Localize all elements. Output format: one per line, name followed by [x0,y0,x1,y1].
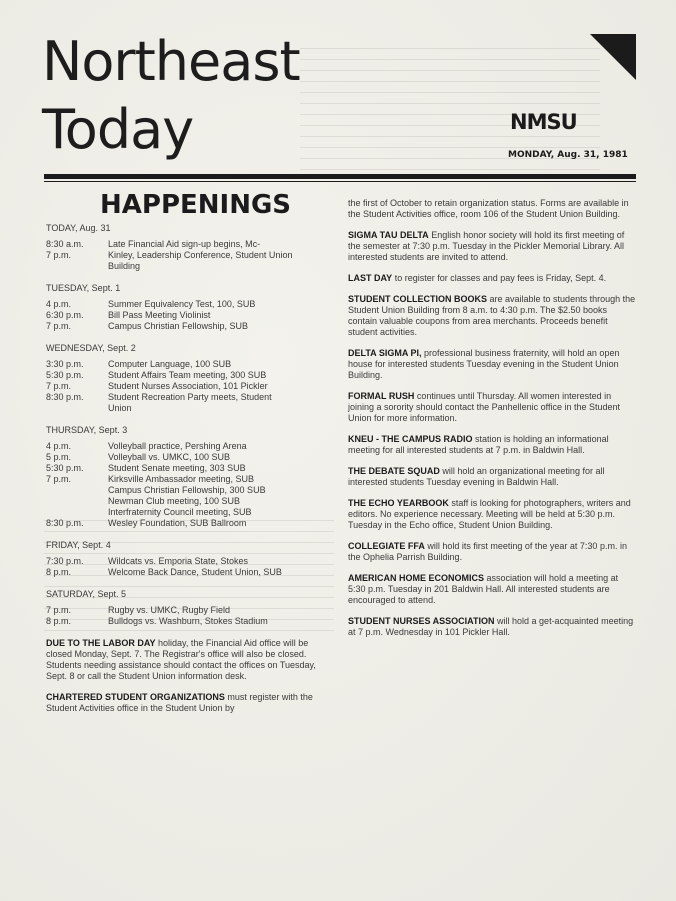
masthead-rule-thin [44,181,636,182]
schedule-day-heading: SATURDAY, Sept. 5 [46,589,127,599]
event-description: Student Senate meeting, 303 SUB [108,463,246,473]
event-time: 5 p.m. [46,452,72,462]
event-description: Student Recreation Party meets, Student [108,392,272,402]
schedule-day-block [46,283,334,332]
corner-triangle-icon [590,34,636,80]
announcement-text: are available to students through the Student Union Building from 8 a.m. to 4:30 p.m. The $2.50 books contain valuable coupons from area merchants. Proceeds benefit student activities. [348,294,636,337]
event-description: Late Financial Aid sign-up begins, Mc- [108,239,261,249]
schedule-day-block [46,425,334,529]
event-description: Bulldogs vs. Washburn, Stokes Stadium [108,616,268,626]
schedule-event-row [46,250,334,261]
announcement-paragraph [46,692,334,714]
announcement-text: must register with the Student Activities office in the Student Union by [46,692,313,713]
event-time: 8:30 a.m. [46,239,84,249]
announcement-lead: STUDENT COLLECTION BOOKS [348,294,487,304]
announcement-paragraph [348,434,638,456]
event-time: 6:30 p.m. [46,310,84,320]
announcement-paragraph [348,616,638,638]
event-time [46,485,108,496]
schedule-event-row [46,507,334,518]
event-description: Volleyball practice, Pershing Arena [108,441,247,451]
announcement-paragraph [348,541,638,563]
schedule-event-row [46,321,334,332]
masthead-title-line2: Today [42,98,194,161]
announcement-paragraph [348,230,638,263]
announcement-text: professional business fraternity, will hold an open house for interested students Tuesday evening in the Student Union Building. [348,348,620,380]
dateline: MONDAY, Aug. 31, 1981 [508,150,628,160]
announcement-text: station is holding an informational meeting for all interested students at 7 p.m. in Baldwin Hall. [348,434,609,455]
event-time [46,496,108,507]
announcement-paragraph [348,294,638,338]
event-description: Kinley, Leadership Conference, Student Union [108,250,293,260]
schedule-day-block [46,343,334,414]
event-description: Interfraternity Council meeting, SUB [108,507,252,517]
event-description: Student Nurses Association, 101 Pickler [108,381,268,391]
announcement-text: to register for classes and pay fees is Friday, Sept. 4. [394,273,607,283]
schedule-event-row [46,370,334,381]
event-time: 7 p.m. [46,605,72,615]
announcement-lead: DELTA SIGMA PI, [348,348,422,358]
schedule-event-row [46,310,334,321]
announcement-paragraph [348,391,638,424]
announcement-lead: DUE TO THE LABOR DAY [46,638,156,648]
schedule-day-heading: FRIDAY, Sept. 4 [46,540,111,550]
announcement-lead: FORMAL RUSH [348,391,415,401]
event-description: Wildcats vs. Emporia State, Stokes [108,556,249,566]
schedule-event-row [46,299,334,310]
announcement-paragraph [348,573,638,606]
event-description: Volleyball vs. UMKC, 100 SUB [108,452,231,462]
schedule-event-row [46,452,334,463]
schedule-event-row [46,392,334,403]
section-title: HAPPENINGS [100,190,292,220]
announcement-lead: THE DEBATE SQUAD [348,466,440,476]
event-time [46,403,108,414]
schedule-day-heading: TUESDAY, Sept. 1 [46,283,121,293]
announcement-text: will hold a get-acquainted meeting at 7 p.m. Wednesday in 101 Pickler Hall. [348,616,634,637]
event-time: 8:30 p.m. [46,518,84,528]
schedule-day-heading: THURSDAY, Sept. 3 [46,425,128,435]
nmsu-logo: NMSU [510,110,577,134]
schedule-event-row [46,567,334,578]
announcement-text: the first of October to retain organization status. Forms are available in the Student Activities office, room 106 of the Student Union Building. [348,198,629,219]
event-description: Rugby vs. UMKC, Rugby Field [108,605,231,615]
event-description: Welcome Back Dance, Student Union, SUB [108,567,282,577]
schedule-event-row [46,359,334,370]
announcement-text: English honor society will hold its first meeting of the semester at 7:30 p.m. Tuesday in the Pickler Memorial Library. All interested students are invited to attend. [348,230,625,262]
event-time: 7:30 p.m. [46,556,84,566]
announcement-lead: AMERICAN HOME ECONOMICS [348,573,485,583]
announcement-lead: LAST DAY [348,273,393,283]
announcement-text: will hold an organizational meeting for all interested students Tuesday evening in Baldwin Hall. [348,466,605,487]
announcement-lead: CHARTERED STUDENT ORGANIZATIONS [46,692,225,702]
event-time [46,261,108,272]
event-time [46,507,108,518]
schedule-event-row [46,381,334,392]
schedule-day-heading: TODAY, Aug. 31 [46,223,111,233]
event-description: Summer Equivalency Test, 100, SUB [108,299,256,309]
schedule-event-row [46,485,334,496]
event-time: 8 p.m. [46,567,72,577]
event-time: 4 p.m. [46,299,72,309]
schedule-day-block [46,540,334,578]
event-time: 7 p.m. [46,321,72,331]
schedule-event-row [46,616,334,627]
schedule-day-heading: WEDNESDAY, Sept. 2 [46,343,136,353]
announcement-text: staff is looking for photographers, writers and editors. No experience necessary. Meeting will be held at 5:30 p.m. Tuesday in the Echo office, Student Union Building. [348,498,631,530]
schedule-day-block [46,223,334,272]
right-column [348,198,638,648]
schedule-event-row [46,474,334,485]
announcement-paragraph [46,638,334,682]
event-time: 8:30 p.m. [46,392,84,402]
event-time: 8 p.m. [46,616,72,626]
event-description: Computer Language, 100 SUB [108,359,232,369]
event-description: Campus Christian Fellowship, 300 SUB [108,485,266,495]
event-description: Building [108,261,141,271]
announcement-lead: KNEU - THE CAMPUS RADIO [348,434,473,444]
event-description: Bill Pass Meeting Violinist [108,310,211,320]
event-time: 5:30 p.m. [46,370,84,380]
schedule-event-row [46,496,334,507]
schedule-event-row [46,556,334,567]
event-time: 7 p.m. [46,381,72,391]
event-description: Wesley Foundation, SUB Ballroom [108,518,247,528]
schedule-event-row [46,403,334,414]
event-time: 3:30 p.m. [46,359,84,369]
event-time: 7 p.m. [46,474,72,484]
event-time: 4 p.m. [46,441,72,451]
schedule-event-row [46,239,334,250]
announcement-lead: THE ECHO YEARBOOK [348,498,449,508]
announcement-text: continues until Thursday. All women interested in joining a sorority should contact the Panhellenic office in the Student Union for more information. [348,391,621,423]
announcement-paragraph [348,198,638,220]
schedule-day-block [46,589,334,627]
announcement-lead: COLLEGIATE FFA [348,541,425,551]
masthead-rule-thick [44,174,636,179]
event-description: Campus Christian Fellowship, SUB [108,321,249,331]
schedule-event-row [46,261,334,272]
event-description: Student Affairs Team meeting, 300 SUB [108,370,267,380]
schedule-event-row [46,605,334,616]
announcement-paragraph [348,348,638,381]
schedule-event-row [46,518,334,529]
announcement-text: association will hold a meeting at 5:30 p.m. Tuesday in 201 Baldwin Hall. All interested students are encouraged to attend. [348,573,619,605]
event-time: 5:30 p.m. [46,463,84,473]
left-column [46,223,334,724]
schedule-event-row [46,441,334,452]
announcement-lead: STUDENT NURSES ASSOCIATION [348,616,495,626]
masthead-title-line1: Northeast [42,30,300,93]
schedule-event-row [46,463,334,474]
event-time: 7 p.m. [46,250,72,260]
announcement-lead: SIGMA TAU DELTA [348,230,429,240]
announcement-paragraph [348,273,638,284]
event-description: Kirksville Ambassador meeting, SUB [108,474,255,484]
announcement-text: will hold its first meeting of the year at 7:30 p.m. in the Ophelia Parrish Building. [348,541,627,562]
announcement-paragraph [348,466,638,488]
announcement-text: holiday, the Financial Aid office will be closed Monday, Sept. 7. The Registrar's office will also be closed. Students needing assistance should contact the offices on Tuesday, Sept. 8 or call the Student Union information desk. [46,638,316,681]
event-description: Newman Club meeting, 100 SUB [108,496,241,506]
announcement-paragraph [348,498,638,531]
event-description: Union [108,403,132,413]
